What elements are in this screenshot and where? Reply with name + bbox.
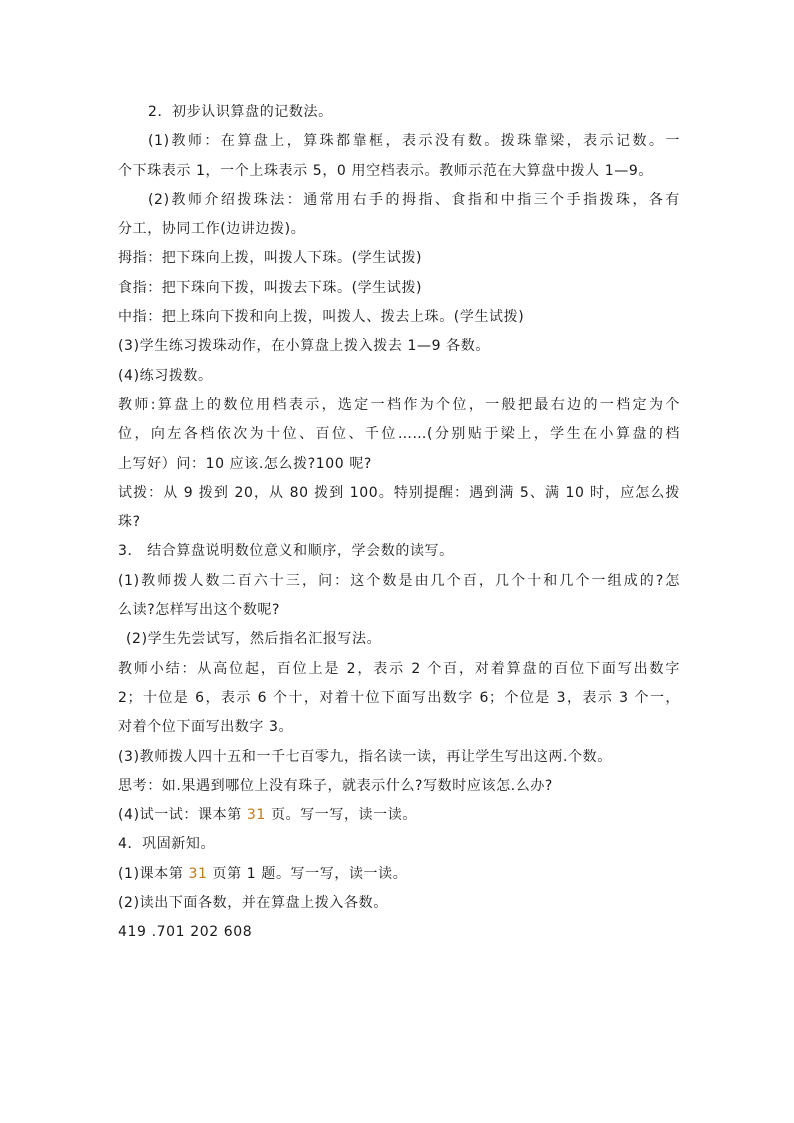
paragraph-line: 分工，协同工作(边讲边拨)。 [118,221,306,238]
text-segment: 页。写一写，读一读。 [265,807,417,824]
paragraph-line [118,860,680,889]
paragraph-line: 教师小结：从高位起，百位上是 2，表示 2 个百，对着算盘的百位下面写出数字 [118,660,680,677]
paragraph-line [118,801,680,830]
paragraph-line: 2；十位是 6，表示 6 个十，对着十位下面写出数字 6；个位是 3，表示 3 个一， [118,689,680,706]
paragraph-line: 么读?怎样写出这个数呢? [118,602,281,619]
paragraph-line: 位，向左各档依次为十位、百位、千位……(分别贴于梁上，学生在小算盘的档 [118,426,680,443]
document-body [118,98,680,948]
text-segment: 页第 1 题。写一写，读一读。 [207,865,408,882]
section-heading-2: 2．初步认识算盘的记数法。 [148,104,333,120]
section-heading-3: 3． 结合算盘说明数位意义和顺序，学会数的读写。 [118,543,454,560]
paragraph-line: (3)教师拨人四十五和一千七百零九，指名读一读，再让学生写出这两.个数。 [118,748,612,765]
page-number-highlight: 31 [246,807,266,824]
section-heading-4: 4．巩固新知。 [118,836,216,853]
paragraph-line: (4)练习拨数。 [118,367,213,384]
page-number-highlight: 31 [188,865,208,882]
paragraph-line: 食指：把下珠向下拨，叫拨去下珠。(学生试拨) [118,279,423,296]
paragraph-line: (1)教师拨人数二百六十三，问：这个数是由几个百，几个十和几个一组成的?怎 [118,572,680,589]
text-segment: (1)课本第 [118,865,189,882]
paragraph-line: 拇指：把下珠向上拨，叫拨人下珠。(学生试拨) [118,250,423,267]
paragraph-line: 思考：如.果遇到哪位上没有珠子，就表示什么?写数时应该怎.么办? [118,777,553,794]
paragraph-line: 中指：把上珠向下拨和向上拨，叫拨人、拨去上珠。(学生试拨) [118,309,525,326]
paragraph-line: 珠? [118,514,141,531]
text-segment: (4)试一试：课本第 [118,807,247,824]
paragraph-line: (2)读出下面各数，并在算盘上拨入各数。 [118,895,388,912]
paragraph-line: 试拨：从 9 拨到 20，从 80 拨到 100。特别提醒：遇到满 5、满 10 时，应怎么拨 [118,484,680,501]
paragraph-line: 个下珠表示 1，一个上珠表示 5，0 用空档表示。教师示范在大算盘中拨人 1—9。 [118,162,653,179]
paragraph-line: (2)教师介绍拨珠法：通常用右手的拇指、食指和中指三个手指拨珠，各有 [148,191,680,208]
paragraph-line: (1)教师：在算盘上，算珠都靠框，表示没有数。拨珠靠梁，表示记数。一 [148,133,680,150]
paragraph-line: 教师:算盘上的数位用档表示，选定一档作为个位，一般把最右边的一档定为个 [118,396,680,413]
paragraph-line: 上写好）问：10 应该.怎么拨?100 呢? [118,455,372,472]
paragraph-line: (3)学生练习拨珠动作，在小算盘上拨入拨去 1—9 各数。 [118,338,490,355]
paragraph-line: (2)学生先尝试写，然后指名汇报写法。 [126,631,382,648]
paragraph-line: 对着个位下面写出数字 3。 [118,719,294,736]
number-list: 419 .701 202 608 [118,924,253,941]
